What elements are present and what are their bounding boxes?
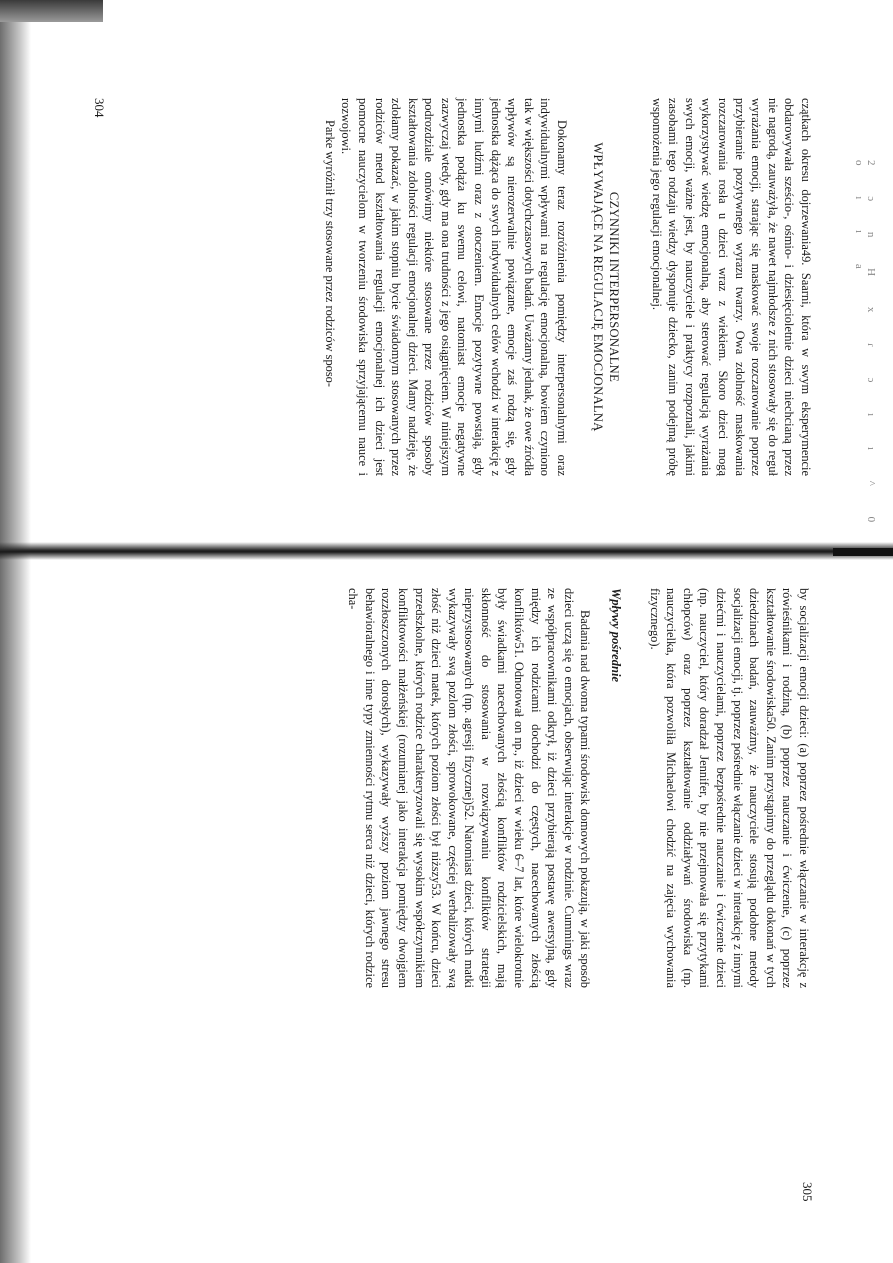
margin-marks: 2 ɔ n H x ɾ ɔ ı ı ^ 0 o ı ı a <box>853 160 877 537</box>
left-top-paragraph: czątkach okresu dojrzewania49. Saarni, która w swym eksperymencie obdarowywała sześcio-, ośmio- i dziesięcioletnie dzieci niechcianą przez nie nagrodą, zauważyła, że nawet najmłodsze z nich stosowały się do reguł wyrażania emocji, starając się maskować swoje rozczarowanie poprzez przybieranie pozytywnego wyrazu twarzy. Owa zdolność maskowania rozczarowania rosła u dzieci wraz z wiekiem. Skoro dzieci mogą wykorzystywać wiedzę emocjonalną, aby sterować regulacją wyrażania swych emocji, ważne jest, by nauczyciele i praktycy rozpoznali, jakimi zasobami tego rodzaju wiedzy dysponuje dziecko, zanim podejmą próbę wspomożenia jego regulacji emocjonalnej. <box>649 98 813 476</box>
right-top-paragraph: by socjalizacji emocji dzieci: (a) poprzez pośrednie włączanie w interakcję z rówieśnikami i rodziną, (b) poprzez nauczanie i ćwiczenie, (c) poprzez kształtowanie środowiska50. Zanim przystąpimy do przeglądu dokonań w tych dziedzinach badań, zauważmy, że nauczyciele stosują podobne metody socjalizacji emocji, tj. poprzez pośrednie włączanie dzieci w interakcję z innymi dziećmi i nauczycielami, poprzez bezpośrednie nauczanie i ćwiczenie dzieci (np. nauczyciel, który doradzał Jennifer, by nie przejmowała się przytykami chłopców) oraz poprzez kształtowanie oddziaływań środowiska (np. nauczycielka, która pozwoliła Michaelowi chodzić na zajęcia wychowania fizycznego). <box>647 588 811 988</box>
section-heading-line2: WPŁYWAJĄCE NA REGULACJĘ EMOCJONALNĄ <box>591 142 606 432</box>
section-heading <box>590 98 622 476</box>
subsection-heading: Wpływy pośrednie <box>609 588 624 683</box>
left-paragraph-2: Dokonamy teraz rozróżnienia pomiędzy interpersonalnymi oraz indywidualnymi wpływami na regulację emocjonalną, bowiem czyniono tak w większości dotychczasowych badań. Uważamy jednak, że owe źródła wpływów są nierozerwalnie powiązane, emocje zaś rodzą się, gdy jednostka dążąca do swych indywidualnych celów wchodzi w interakcję z innymi ludźmi oraz z otoczeniem. Emocje pozytywne powstają, gdy jednostka podąża ku swemu celowi, natomiast emocje negatywne zazwyczaj wtedy, gdy ma ona trudności z jego osiągnięciem. W niniejszym podrozdziale omówimy niektóre stosowane przez rodziców sposoby kształtowania zdolności regulacji emocjonalnej dzieci. Mamy nadzieję, że zdołamy pokazać, w jakim stopniu bycie świadomym stosowanych przez rodziców metod kształtowania regulacji emocjonalnej ich dzieci jest pomocne nauczycielom w tworzeniu środowiska sprzyjającemu nauce i rozwojowi. <box>339 98 570 476</box>
section-heading-line1: CZYNNIKI INTERPERSONALNE <box>607 191 622 383</box>
page-left <box>0 0 893 545</box>
page-right <box>0 560 893 1263</box>
page-number-left: 304 <box>92 98 107 118</box>
left-paragraph-3: Parke wyróżnił trzy stosowane przez rodziców sposo- <box>322 120 337 388</box>
left-column <box>321 98 814 476</box>
page-number-right: 305 <box>800 1182 815 1202</box>
book-spine-top <box>833 548 893 556</box>
book-spine <box>0 542 893 560</box>
right-column <box>345 588 812 988</box>
right-paragraph-2: Badania nad dwoma typami środowisk domowych pokazują, w jaki sposób dzieci uczą się o emocjach, obserwując interakcje w rodzinie. Cummings wraz ze współpracownikami odkrył, iż dzieci przybierają postawę awersyjną, gdy między ich rodzicami dochodzi do częstych, nacechowanych złością konfliktów51. Odnotował on np., iż dzieci w wieku 6–7 lat, które wielokrotnie były świadkami nacechowanych złością konfliktów rodzicielskich, mają skłonność do stosowania w rozwiązywaniu konfliktów strategii nieprzystosowanych (np. agresji fizycznej)52. Natomiast dzieci, których matki wykazywały swą pozlom złości, sprowokowane, częściej werbalizowały swą złość niż dzieci matek, których poziom złości był niższy53. W końcu, dzieci przedszkolne, których rodzice charakteryzowali się wysokim współczynnikiem konfliktowości małżeńskiej (rozumianej jako interakcja pomiędzy dwojgiem rozzłoszczonych dorosłych), wykazywały wyższy poziom jawnego stresu behawioralnego i inne typy zmienności rytmu serca niż dzieci, których rodzice cha- <box>346 588 593 988</box>
